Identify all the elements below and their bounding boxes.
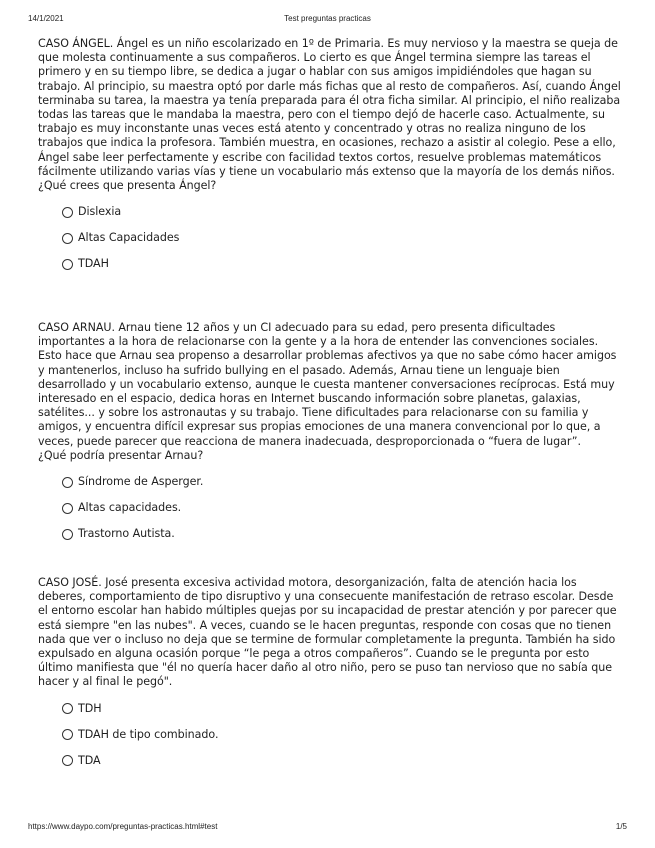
answer-label: TDA [78,753,101,767]
radio-button[interactable] [62,477,73,488]
print-date: 14/1/2021 [28,14,64,23]
page-number: 1/5 [615,822,627,831]
answer-option[interactable] [38,225,621,251]
answer-option[interactable] [38,696,621,722]
question-1-prompt: ¿Qué crees que presenta Ángel? [38,179,217,193]
question-1 [38,37,621,277]
print-title: Test preguntas practicas [284,14,371,23]
radio-button[interactable] [62,529,73,540]
radio-button[interactable] [62,703,73,714]
answer-label: Trastorno Autista. [78,526,175,540]
radio-button[interactable] [62,729,73,740]
question-2 [38,321,621,547]
answer-label: TDAH [78,257,109,271]
radio-button[interactable] [62,755,73,766]
answer-option[interactable] [38,251,621,277]
answer-label: Síndrome de Asperger. [78,474,204,488]
question-1-options [38,199,621,277]
radio-button[interactable] [62,259,73,270]
question-2-prompt: ¿Qué podría presentar Arnau? [38,448,204,462]
question-1-text: CASO ÁNGEL. Ángel es un niño escolarizado en 1º de Primaria. Es muy nervioso y la maestra se queja de que molesta continuamente a sus compañeros. Lo cierto es que Ángel termina siempre las tareas el primero y en su tiempo libre, se dedica a jugar o hablar con sus amigos impidiéndoles que hagan su trabajo. Al principio, su maestra optó por darle más fichas que al resto de compañeros. Así, cuando Ángel terminaba su tarea, la maestra ya tenía preparada para él otra ficha similar. Al principio, el niño realizaba todas las tareas que le mandaba la maestra, pero con el tiempo dejó de hacerle caso. Actualmente, su trabajo es muy inconstante unas veces está atento y concentrado y otras no realiza ninguno de los trabajos que indica la profesora. También muestra, en ocasiones, rechazo a asistir al colegio. Pese a ello, Ángel sabe leer perfectamente y escribe con facilidad textos cortos, resuelve problemas matemáticos fácilmente utilizando varias vías y tiene un vocabulario más extenso que la mayoría de los demás niños. [38,37,621,178]
answer-option[interactable] [38,199,621,225]
answer-label: Altas capacidades. [78,500,182,514]
radio-button[interactable] [62,233,73,244]
answer-option[interactable] [38,469,621,495]
question-3 [38,576,621,774]
print-url: https://www.daypo.com/preguntas-practicas.html#test [28,822,218,831]
answer-option[interactable] [38,495,621,521]
print-header [28,14,627,23]
question-2-options [38,469,621,547]
radio-button[interactable] [62,503,73,514]
answer-option[interactable] [38,521,621,547]
question-3-text: CASO JOSÉ. José presenta excesiva actividad motora, desorganización, falta de atención hacia los deberes, comportamiento de tipo disruptivo y una consecuente manifestación de retraso escolar. Desde el entorno escolar han habido múltiples quejas por su incapacidad de prestar atención y por parecer que está siempre "en las nubes". A veces, cuando se le hacen preguntas, responde con cosas que no tienen nada que ver o incluso no deja que se termine de formular completamente la pregunta. También ha sido expulsado en alguna ocasión porque “le pega a otros compañeros”. Cuando se le pregunta por esto último manifiesta que "él no quería hacer daño al otro niño, pero se puso tan nervioso que no sabía que hacer y al final le pegó". [38,576,617,689]
answer-label: Dislexia [78,205,122,219]
print-footer [28,822,627,831]
question-3-options [38,696,621,774]
radio-button[interactable] [62,207,73,218]
answer-option[interactable] [38,748,621,774]
answer-label: TDH [78,701,102,715]
answer-label: Altas Capacidades [78,231,180,245]
answer-option[interactable] [38,722,621,748]
question-2-text: CASO ARNAU. Arnau tiene 12 años y un CI adecuado para su edad, pero presenta dificultades importantes a la hora de relacionarse con la gente y a la hora de entender las convenciones sociales. Esto hace que Arnau sea propenso a desarrollar problemas afectivos ya que no sabe cómo hacer amigos y mantenerlos, incluso ha sufrido bullying en el pasado. Además, Arnau tiene un lenguaje bien desarrollado y un vocabulario extenso, aunque le cuesta mantener conversaciones recíprocas. Está muy interesado en el espacio, dedica horas en Internet buscando información sobre planetas, galaxias, satélites... y sobre los astronautas y su trabajo. Tiene dificultades para relacionarse con su familia y amigos, y encuentra difícil expresar sus propias emociones de una manera convencional por lo que, a veces, puede parecer que reacciona de manera inadecuada, desproporcionada o “fuera de lugar”. [38,321,617,448]
answer-label: TDAH de tipo combinado. [78,727,219,741]
